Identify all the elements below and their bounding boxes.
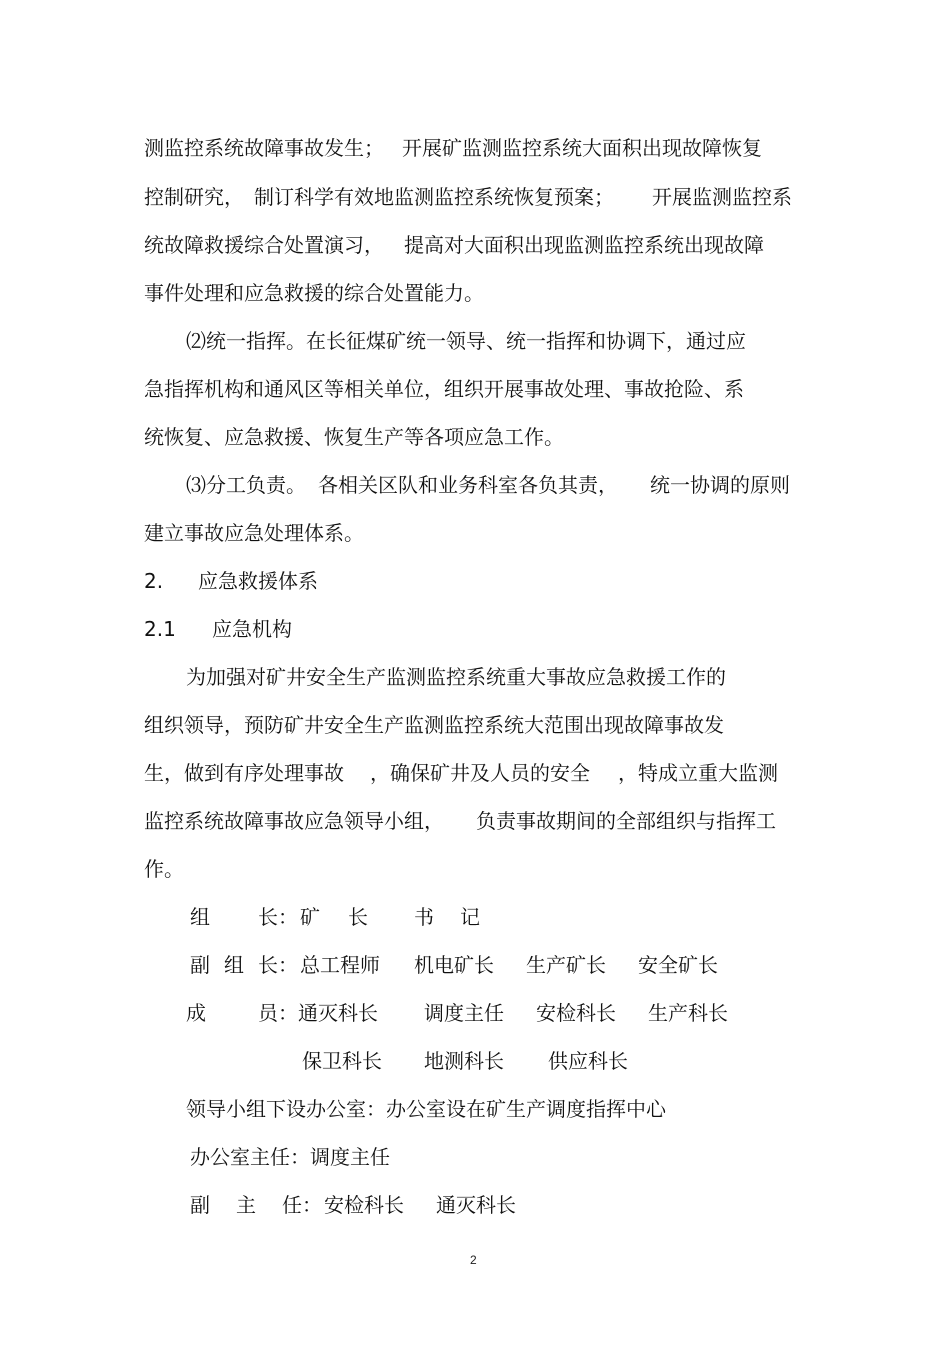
roster-members — [0, 999, 950, 1027]
text-segment: 监控系统故障事故应急领导小组， — [144, 809, 444, 833]
text-segment: 控制研究， — [144, 185, 244, 209]
body-line — [144, 183, 792, 211]
roster-name: 地测科长 — [424, 1049, 504, 1073]
text-segment: ，特成立重大监测 — [618, 761, 778, 785]
roster-name: 总工程师 — [300, 953, 380, 977]
text-segment: 开展矿监测监控系统大面积出现故障恢复 — [402, 136, 762, 160]
roster-leader — [0, 903, 950, 931]
roster-name: 记 — [460, 905, 480, 929]
roster-label: 副 — [190, 953, 210, 977]
roster-name: 安检科长 — [536, 1001, 616, 1025]
roster-name: 机电矿长 — [414, 953, 494, 977]
roster-name: 安检科长 — [324, 1193, 404, 1217]
roster-name: 长 — [348, 905, 368, 929]
text-segment: 生，做到有序处理事故 — [144, 761, 344, 785]
text-segment: 制订科学有效地监测监控系统恢复预案； — [254, 185, 614, 209]
subsection-heading — [144, 615, 292, 643]
section-number: 2.1 — [144, 617, 176, 641]
body-line: 统恢复、应急救援、恢复生产等各项应急工作。 — [144, 425, 564, 449]
office-vice-director — [0, 1191, 950, 1219]
roster-name: 通灭科长 — [436, 1193, 516, 1217]
text-segment: 负责事故期间的全部组织与指挥工 — [476, 809, 776, 833]
roster-name: 安全矿长 — [638, 953, 718, 977]
text-segment: 统一协调的原则 — [650, 473, 790, 497]
body-line — [144, 231, 764, 259]
section-number: 2. — [144, 569, 164, 593]
roster-label: 成 — [186, 1001, 206, 1025]
text-segment: 开展监测监控系 — [652, 185, 792, 209]
roster-name: 生产矿长 — [526, 953, 606, 977]
body-line — [144, 807, 776, 835]
roster-label: 组 — [224, 953, 244, 977]
roster-name: 调度主任 — [424, 1001, 504, 1025]
body-line — [186, 471, 790, 499]
roster-label: 主 — [236, 1193, 256, 1217]
body-line: 建立事故应急处理体系。 — [144, 521, 364, 545]
office-setup: 领导小组下设办公室：办公室设在矿生产调度指挥中心 — [186, 1097, 666, 1121]
roster-label: 长： — [258, 905, 298, 929]
roster-name: 矿 — [300, 905, 320, 929]
body-line — [144, 134, 762, 162]
section-heading — [144, 567, 318, 595]
roster-deputy — [0, 951, 950, 979]
roster-label: 员： — [258, 1001, 298, 1025]
text-segment: 测监控系统故障事故发生； — [144, 136, 384, 160]
text-segment: 提高对大面积出现监测监控系统出现故障 — [404, 233, 764, 257]
body-line — [144, 759, 778, 787]
roster-name: 生产科长 — [648, 1001, 728, 1025]
section-title: 应急机构 — [212, 617, 292, 641]
text-segment: ⑶分工负责。 — [186, 473, 306, 497]
text-segment: 各相关区队和业务科室各负其责， — [318, 473, 618, 497]
office-director: 办公室主任：调度主任 — [190, 1145, 390, 1169]
roster-name: 书 — [414, 905, 434, 929]
roster-name: 通灭科长 — [298, 1001, 378, 1025]
text-segment: 统故障救援综合处置演习， — [144, 233, 384, 257]
roster-label: 组 — [190, 905, 210, 929]
body-line: 事件处理和应急救援的综合处置能力。 — [144, 281, 484, 305]
page-number: 2 — [470, 1253, 477, 1267]
body-line: 作。 — [144, 857, 184, 881]
roster-members-continued — [0, 1047, 950, 1075]
section-title: 应急救援体系 — [198, 569, 318, 593]
body-line: ⑵统一指挥。在长征煤矿统一领导、统一指挥和协调下，通过应 — [186, 329, 746, 353]
roster-name: 保卫科长 — [302, 1049, 382, 1073]
roster-label: 任： — [282, 1193, 322, 1217]
roster-label: 副 — [190, 1193, 210, 1217]
body-line: 组织领导，预防矿井安全生产监测监控系统大范围出现故障事故发 — [144, 713, 724, 737]
body-line: 为加强对矿井安全生产监测监控系统重大事故应急救援工作的 — [186, 665, 726, 689]
roster-name: 供应科长 — [548, 1049, 628, 1073]
roster-label: 长： — [258, 953, 298, 977]
body-line: 急指挥机构和通风区等相关单位，组织开展事故处理、事故抢险、系 — [144, 377, 744, 401]
text-segment: ，确保矿井及人员的安全 — [370, 761, 590, 785]
